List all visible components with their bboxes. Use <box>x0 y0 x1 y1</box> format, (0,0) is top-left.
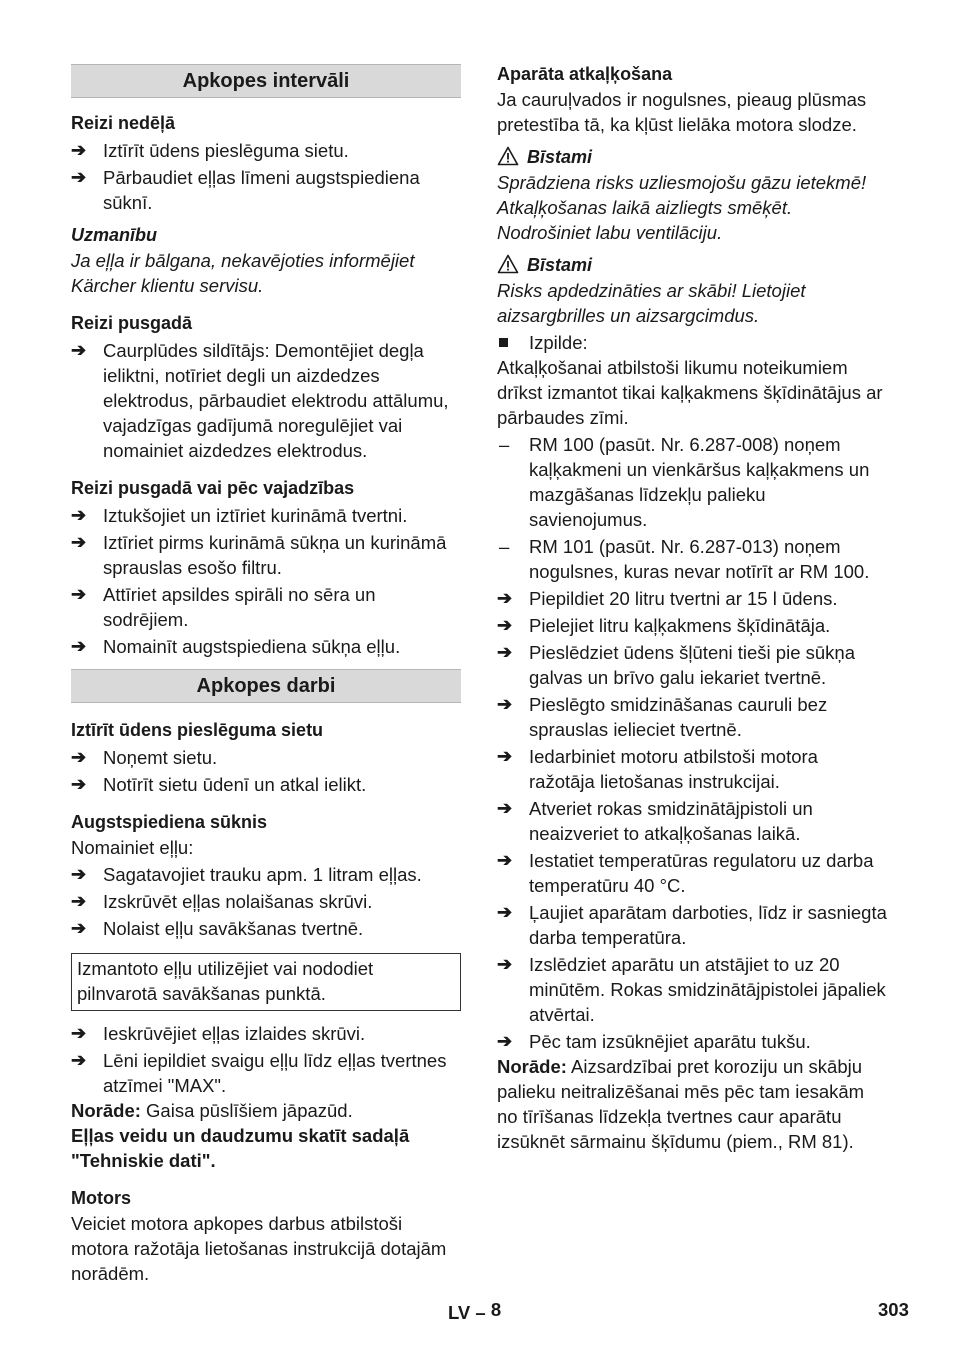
list-item-text: Izslēdziet aparātu un atstājiet to uz 20 minūtēm. Rokas smidzinātājpistolei jāpaliek atvērtai. <box>529 954 886 1025</box>
list-item <box>71 503 461 528</box>
list-item-text: Nolaist eļļu savākšanas tvertnē. <box>103 918 364 939</box>
arrow-bullet-icon: ➔ <box>71 747 87 767</box>
list-item <box>497 613 887 638</box>
dash-item <box>497 432 887 532</box>
execution-text: Atkaļķošanai atbilstoši likumu noteikumiem drīkst izmantot tikai kaļķakmens šķīdinātājus ar pārbaudes zīmi. <box>497 357 883 428</box>
dash-item <box>497 534 887 584</box>
oil-type-reference: Eļļas veidu un daudzumu skatīt sadaļā "Tehniskie dati". <box>71 1125 410 1171</box>
list-item-text: Noņemt sietu. <box>103 747 218 768</box>
sieve-list <box>71 745 461 797</box>
arrow-bullet-icon: ➔ <box>71 584 87 604</box>
arrow-bullet-icon: ➔ <box>71 774 87 794</box>
list-item-text: Piepildiet 20 litru tvertni ar 15 l ūdens. <box>529 588 838 609</box>
danger-text-2: Risks apdedzināties ar skābi! Lietojiet aizsargbrilles un aizsargcimdus. <box>497 280 806 326</box>
pump-note <box>71 1098 461 1123</box>
heading-sieve: Iztīrīt ūdens pieslēguma sietu <box>71 720 324 740</box>
caution-text: Ja eļļa ir bālgana, nekavējoties informējiet Kärcher klientu servisu. <box>71 250 415 296</box>
halfyear-list <box>71 338 461 463</box>
list-item-text: Notīrīt sietu ūdenī un atkal ielikt. <box>103 774 367 795</box>
arrow-bullet-icon: ➔ <box>497 798 513 818</box>
square-bullet-icon <box>499 338 508 347</box>
arrow-bullet-icon: ➔ <box>71 1050 87 1070</box>
list-item-text: Iztukšojiet un iztīriet kurināmā tvertni. <box>103 505 408 526</box>
list-item-text: Pieslēgto smidzināšanas cauruli bez sprauslas ielieciet tvertnē. <box>529 694 828 740</box>
list-item <box>71 338 461 463</box>
list-item <box>497 1029 887 1054</box>
descale-text: Ja cauruļvados ir nogulsnes, pieaug plūsmas pretestība tā, ka kļūst lielāka motora slodze. <box>497 89 867 135</box>
arrow-bullet-icon: ➔ <box>497 615 513 635</box>
list-item-text: Pieslēdziet ūdens šļūteni tieši pie sūkņa galvas un brīvo galu iekariet tvertnē. <box>529 642 855 688</box>
list-item-text: Lēni iepildiet svaigu eļļu līdz eļļas tvertnes atzīmei "MAX". <box>103 1050 447 1096</box>
list-item <box>71 138 461 163</box>
list-item-text: Nomainīt augstspiediena sūkņa eļļu. <box>103 636 401 657</box>
right-column <box>497 62 887 1154</box>
heading-caution: Uzmanību <box>71 225 158 245</box>
arrow-bullet-icon: ➔ <box>71 1023 87 1043</box>
footer-language-page: LV – 8 <box>448 1299 502 1323</box>
note-label: Norāde: <box>497 1056 567 1077</box>
danger-label-1: Bīstami <box>527 147 593 167</box>
list-item-text: Sagatavojiet trauku apm. 1 litram eļļas. <box>103 864 422 885</box>
pump-intro: Nomainiet eļļu: <box>71 837 194 858</box>
arrow-bullet-icon: ➔ <box>71 505 87 525</box>
list-item-text: Iztīriet pirms kurināmā sūkņa un kurināmā sprauslas esošo filtru. <box>103 532 447 578</box>
heading-weekly: Reizi nedēļā <box>71 113 176 133</box>
list-item <box>497 900 887 950</box>
left-column <box>71 62 461 1286</box>
list-item <box>71 1048 461 1098</box>
arrow-bullet-icon: ➔ <box>497 746 513 766</box>
arrow-bullet-icon: ➔ <box>71 140 87 160</box>
danger-label-2: Bīstami <box>527 255 593 275</box>
dash-item-text: RM 100 (pasūt. Nr. 6.287-008) noņem kaļķakmeni un vienkāršus kaļķakmens un mazgāšanas līdzekļu palieku savienojumus. <box>529 434 870 530</box>
list-item-text: Izskrūvēt eļļas nolaišanas skrūvi. <box>103 891 373 912</box>
arrow-bullet-icon: ➔ <box>497 1031 513 1051</box>
arrow-bullet-icon: ➔ <box>71 167 87 187</box>
arrow-bullet-icon: ➔ <box>497 850 513 870</box>
arrow-bullet-icon: ➔ <box>71 532 87 552</box>
warning-triangle-icon <box>497 254 519 274</box>
danger-text-1: Sprādziena risks uzliesmojošu gāzu ietekmē! Atkaļķošanas laikā aizliegts smēķēt. Nodrošiniet labu ventilāciju. <box>497 172 867 243</box>
note-label: Norāde: <box>71 1100 141 1121</box>
list-item-text: Pēc tam izsūknējiet aparātu tukšu. <box>529 1031 811 1052</box>
list-item-text: Iztīrīt ūdens pieslēguma sietu. <box>103 140 349 161</box>
list-item <box>497 744 887 794</box>
heading-halfyear-need: Reizi pusgadā vai pēc vajadzības <box>71 478 355 498</box>
list-item <box>71 165 461 215</box>
arrow-bullet-icon: ➔ <box>497 642 513 662</box>
heading-descale: Aparāta atkaļķošana <box>497 64 673 84</box>
dash-bullet-icon: – <box>499 434 510 455</box>
list-item-text: Attīriet apsildes spirāli no sēra un sodrējiem. <box>103 584 376 630</box>
list-item <box>71 530 461 580</box>
list-item <box>71 745 461 770</box>
heading-motor: Motors <box>71 1188 131 1208</box>
warning-triangle-icon <box>497 146 519 166</box>
section-band-maintenance-work: Apkopes darbi <box>71 669 461 703</box>
list-item-text: Ieskrūvējiet eļļas izlaides skrūvi. <box>103 1023 366 1044</box>
danger-heading-1 <box>497 145 887 170</box>
list-item-text: Iedarbiniet motoru atbilstoši motora ražotāja lietošanas instrukcijai. <box>529 746 818 792</box>
descale-note <box>497 1054 887 1154</box>
heading-pump: Augstspiediena sūknis <box>71 812 268 832</box>
list-item <box>497 692 887 742</box>
arrow-bullet-icon: ➔ <box>71 636 87 656</box>
arrow-bullet-icon: ➔ <box>497 954 513 974</box>
danger-heading-2 <box>497 253 887 278</box>
pump-list <box>71 862 461 941</box>
list-item <box>497 848 887 898</box>
heading-halfyear: Reizi pusgadā <box>71 313 193 333</box>
motor-text: Veiciet motora apkopes darbus atbilstoši motora ražotāja lietošanas instrukcijā dotajām norādēm. <box>71 1213 447 1284</box>
list-item <box>497 586 887 611</box>
list-item <box>71 862 461 887</box>
dash-bullet-icon: – <box>499 536 510 557</box>
pump-list-2 <box>71 1021 461 1098</box>
list-item <box>497 640 887 690</box>
footer-page-number: 303 <box>878 1299 909 1320</box>
arrow-bullet-icon: ➔ <box>497 588 513 608</box>
execution-label: Izpilde: <box>497 330 887 355</box>
list-item <box>71 634 461 659</box>
list-item-text: Ļaujiet aparātam darboties, līdz ir sasniegta darba temperatūra. <box>529 902 887 948</box>
list-item-text: Pārbaudiet eļļas līmeni augstspiediena sūknī. <box>103 167 420 213</box>
arrow-bullet-icon: ➔ <box>71 340 87 360</box>
list-item <box>497 952 887 1027</box>
halfyear-need-list <box>71 503 461 659</box>
list-item <box>497 796 887 846</box>
descale-steps-list <box>497 586 887 1054</box>
note-text: Aizsardzībai pret koroziju un skābju palieku neitralizēšanai mēs pēc tam iesakām no tīrīšanas līdzekļa tvertnes caur aparātu izsūknēt sārmainu šķīdumu (piem., RM 81). <box>497 1056 865 1152</box>
arrow-bullet-icon: ➔ <box>71 864 87 884</box>
list-item-text: Iestatiet temperatūras regulatoru uz darba temperatūru 40 °C. <box>529 850 874 896</box>
oil-disposal-note-box: Izmantoto eļļu utilizējiet vai nododiet pilnvarotā savākšanas punktā. <box>71 953 461 1011</box>
list-item <box>71 772 461 797</box>
section-band-maintenance-intervals: Apkopes intervāli <box>71 64 461 98</box>
arrow-bullet-icon: ➔ <box>497 902 513 922</box>
list-item <box>71 889 461 914</box>
list-item-text: Caurplūdes sildītājs: Demontējiet degļa ieliktni, notīriet degli un aizdedzes elektrodus, pārbaudiet elektrodu attālumu, vajadzīgas gadījumā noregulējiet vai nomainiet aizdedzes elektrodus. <box>103 340 449 461</box>
dash-item-text: RM 101 (pasūt. Nr. 6.287-013) noņem nogulsnes, kuras nevar notīrīt ar RM 100. <box>529 536 870 582</box>
list-item <box>71 582 461 632</box>
weekly-list <box>71 138 461 215</box>
arrow-bullet-icon: ➔ <box>497 694 513 714</box>
list-item-text: Pielejiet litru kaļķakmens šķīdinātāja. <box>529 615 831 636</box>
arrow-bullet-icon: ➔ <box>71 918 87 938</box>
descaler-dash-list <box>497 432 887 584</box>
note-text: Gaisa pūslīšiem jāpazūd. <box>140 1100 353 1121</box>
list-item <box>71 916 461 941</box>
arrow-bullet-icon: ➔ <box>71 891 87 911</box>
list-item <box>71 1021 461 1046</box>
list-item-text: Atveriet rokas smidzinātājpistoli un neaizveriet to atkaļķošanas laikā. <box>529 798 813 844</box>
